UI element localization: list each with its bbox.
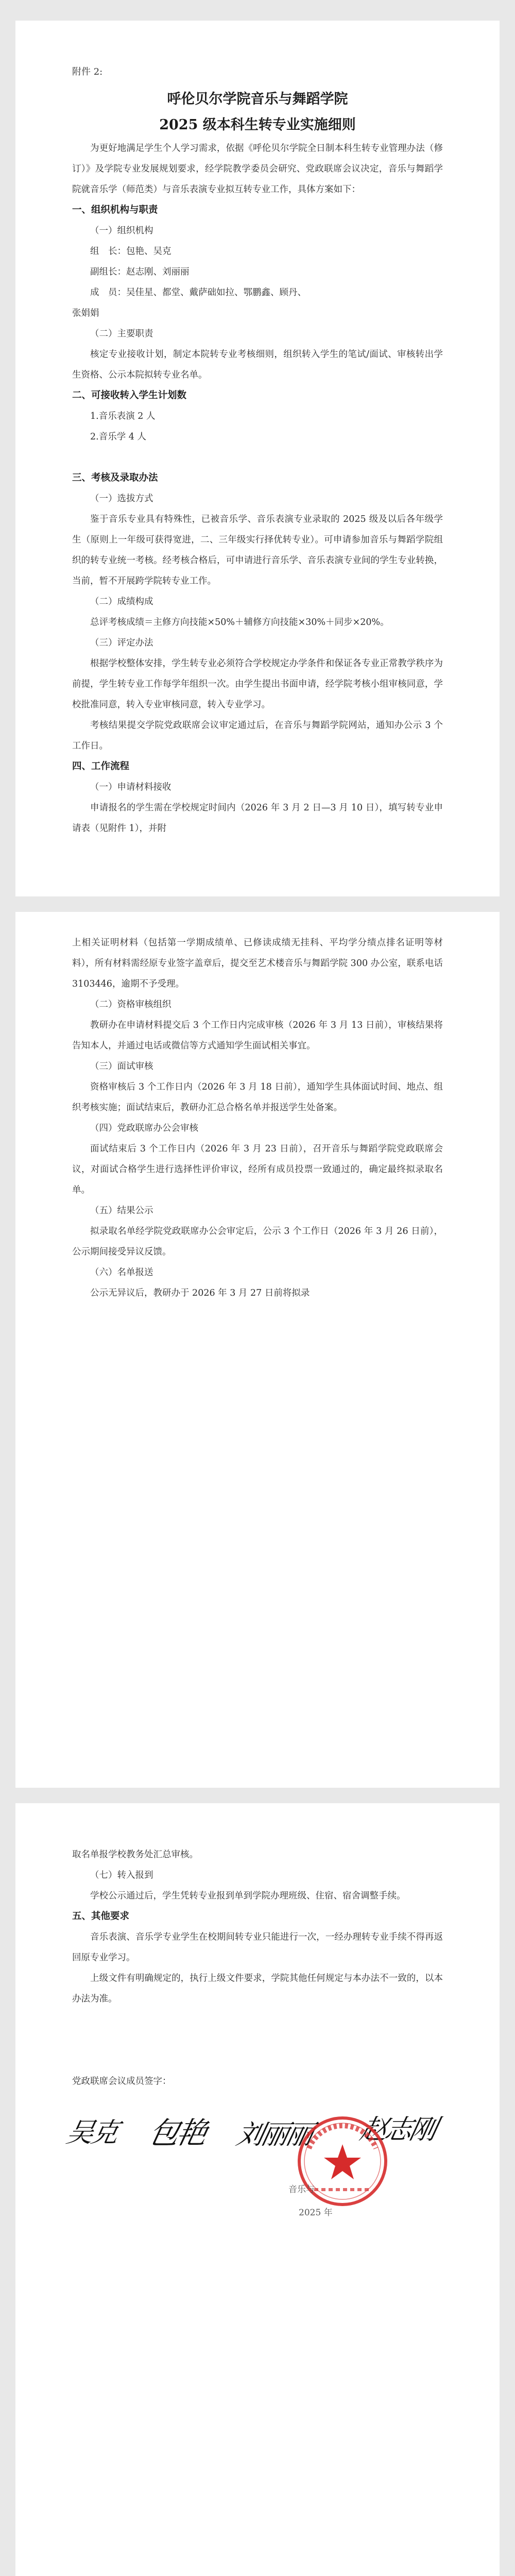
report-paragraph: 取名单报学校教务处汇总审核。 — [72, 1850, 198, 1860]
subsection-4-4: （四）党政联席办公会审核 — [90, 1123, 198, 1133]
seal-date-text: 2025 年 — [299, 2208, 333, 2218]
signature-4: 赵志刚 — [357, 2114, 438, 2145]
duty-paragraph: 核定专业接收计划，制定本院转专业考核细则，组织转入学生的笔试/面试、审核转出学生资格、公示本院拟转专业名单。 — [72, 349, 443, 380]
signature-2: 包艳 — [145, 2115, 209, 2150]
evaluation-paragraph: 根据学校整体安排，学生转专业必须符合学校规定办学条件和保证各专业正常教学秩序为前提，学生转专业工作每学年组织一次。由学生提出书面申请，经学院考核小组审核同意，学校批准同意，转入专业审核同意，转入专业学习。 — [72, 658, 443, 710]
intro-paragraph: 为更好地满足学生个人学习需求，依据《呼伦贝尔学院全日制本科生转专业管理办法（修订）》及学院专业发展规划要求，经学院教学委员会研究、党政联席会议决定，音乐与舞蹈学院就音乐学（师范类）与音乐表演专业拟互转专业工作，具体方案如下： — [72, 143, 443, 195]
registration-paragraph: 学校公示通过后，学生凭转专业报到单到学院办理班级、住宿、宿舍调整手续。 — [90, 1891, 406, 1901]
members-line-2: 张娟娟 — [72, 308, 99, 318]
subsection-3-2: （二）成绩构成 — [90, 597, 153, 607]
subsection-4-7: （七）转入报到 — [90, 1870, 153, 1880]
document-page-3 — [15, 1803, 500, 2576]
subsection-1-1: （一）组织机构 — [90, 226, 153, 236]
other-requirement-2: 上级文件有明确规定的，执行上级文件要求，学院其他任何规定与本办法不一致的，以本办法为准。 — [72, 1973, 443, 2004]
seal-organization-text: 音乐与 — [288, 2184, 315, 2195]
signature-label: 党政联席会议成员签字： — [72, 2076, 171, 2087]
subsection-4-2: （二）资格审核组织 — [90, 999, 171, 1010]
subsection-4-5: （五）结果公示 — [90, 1206, 153, 1216]
annex-label: 附件 2: — [72, 66, 103, 77]
publicity-paragraph: 拟录取名单经学院党政联席办公会审定后，公示 3 个工作日（2026 年 3 月 26 日前），公示期间接受异议反馈。 — [72, 1226, 443, 1257]
plan-item-1: 1.音乐表演 2 人 — [90, 411, 156, 421]
subsection-3-1: （一）选拔方式 — [90, 494, 153, 504]
subsection-4-6: （六）名单报送 — [90, 1267, 153, 1278]
committee-paragraph: 面试结束后 3 个工作日内（2026 年 3 月 23 日前），召开音乐与舞蹈学院党政联席会议，对面试合格学生进行选择性评价审议，经所有成员投票一致通过的，确定最终拟录取名单。 — [72, 1144, 443, 1195]
signature-1: 吴克 — [63, 2117, 120, 2148]
document-page-1 — [15, 21, 500, 896]
selection-paragraph: 鉴于音乐专业具有特殊性，已被音乐学、音乐表演专业录取的 2025 级及以后各年级学生（原则上一年级可获得宽进，二、三年级实行择优转专业）。可申请参加音乐与舞蹈学院组织的转专业统一考核。经考核合格后，可申请进行音乐学、音乐表演专业间的学生专业转换，当前，暂不开展跨学院转专业工作。 — [72, 514, 443, 586]
other-requirement-1: 音乐表演、音乐学专业学生在校期间转专业只能进行一次，一经办理转专业手续不得再返回原专业学习。 — [72, 1932, 443, 1963]
signature-3: 刘丽丽 — [233, 2120, 315, 2150]
document-page-2 — [15, 912, 500, 1788]
score-paragraph: 总评考核成绩＝主修方向技能×50%＋辅修方向技能×30%＋同步×20%。 — [90, 617, 389, 628]
section-5-heading: 五、其他要求 — [72, 1911, 130, 1922]
interview-paragraph: 资格审核后 3 个工作日内（2026 年 3 月 18 日前），通知学生具体面试时间、地点、组织考核实施；面试结束后，教研办汇总合格名单并报送学生处备案。 — [72, 1082, 443, 1113]
section-1-heading: 一、组织机构与职责 — [72, 205, 158, 215]
submission-paragraph: 公示无异议后，教研办于 2026 年 3 月 27 日前将拟录 — [90, 1288, 310, 1298]
plan-item-2: 2.音乐学 4 人 — [90, 432, 146, 442]
subsection-1-2: （二）主要职责 — [90, 329, 153, 339]
qualification-paragraph: 教研办在申请材料提交后 3 个工作日内完成审核（2026 年 3 月 13 日前），审核结果将告知本人，并通过电话或微信等方式通知学生面试相关事宜。 — [72, 1020, 443, 1051]
evaluation-paragraph-2: 考核结果提交学院党政联席会议审定通过后，在音乐与舞蹈学院网站，通知办公示 3 个工作日。 — [72, 720, 443, 751]
leader-line: 组 长：包艳、吴克 — [90, 246, 171, 257]
section-2-heading: 二、可接收转入学生计划数 — [72, 390, 187, 401]
subsection-3-3: （三）评定办法 — [90, 638, 153, 648]
application-paragraph: 申请报名的学生需在学校规定时间内（2026 年 3 月 2 日—3 月 10 日），填写转专业申请表（见附件 1），并附 — [72, 803, 443, 834]
title-line-2: 2025 级本科生转专业实施细则 — [159, 117, 356, 133]
subsection-4-3: （三）面试审核 — [90, 1061, 153, 1072]
materials-paragraph: 上相关证明材料（包括第一学期成绩单、已修读成绩无挂科、平均学分绩点排名证明等材料），所有材料需经原专业签字盖章后，提交至艺术楼音乐与舞蹈学院 300 办公室，联系电话 3103446，逾期不予受理。 — [72, 938, 443, 989]
section-4-heading: 四、工作流程 — [72, 761, 130, 772]
section-3-heading: 三、考核及录取办法 — [72, 472, 158, 483]
signature-area — [63, 2102, 443, 2221]
title-line-1: 呼伦贝尔学院音乐与舞蹈学院 — [167, 91, 348, 107]
members-line-1: 成 员：吴佳星、都堂、戴萨础如拉、鄂鹏鑫、顾丹、 — [90, 287, 306, 298]
subsection-4-1: （一）申请材料接收 — [90, 782, 171, 792]
deputy-leader-line: 副组长：赵志刚、刘丽丽 — [90, 267, 190, 277]
